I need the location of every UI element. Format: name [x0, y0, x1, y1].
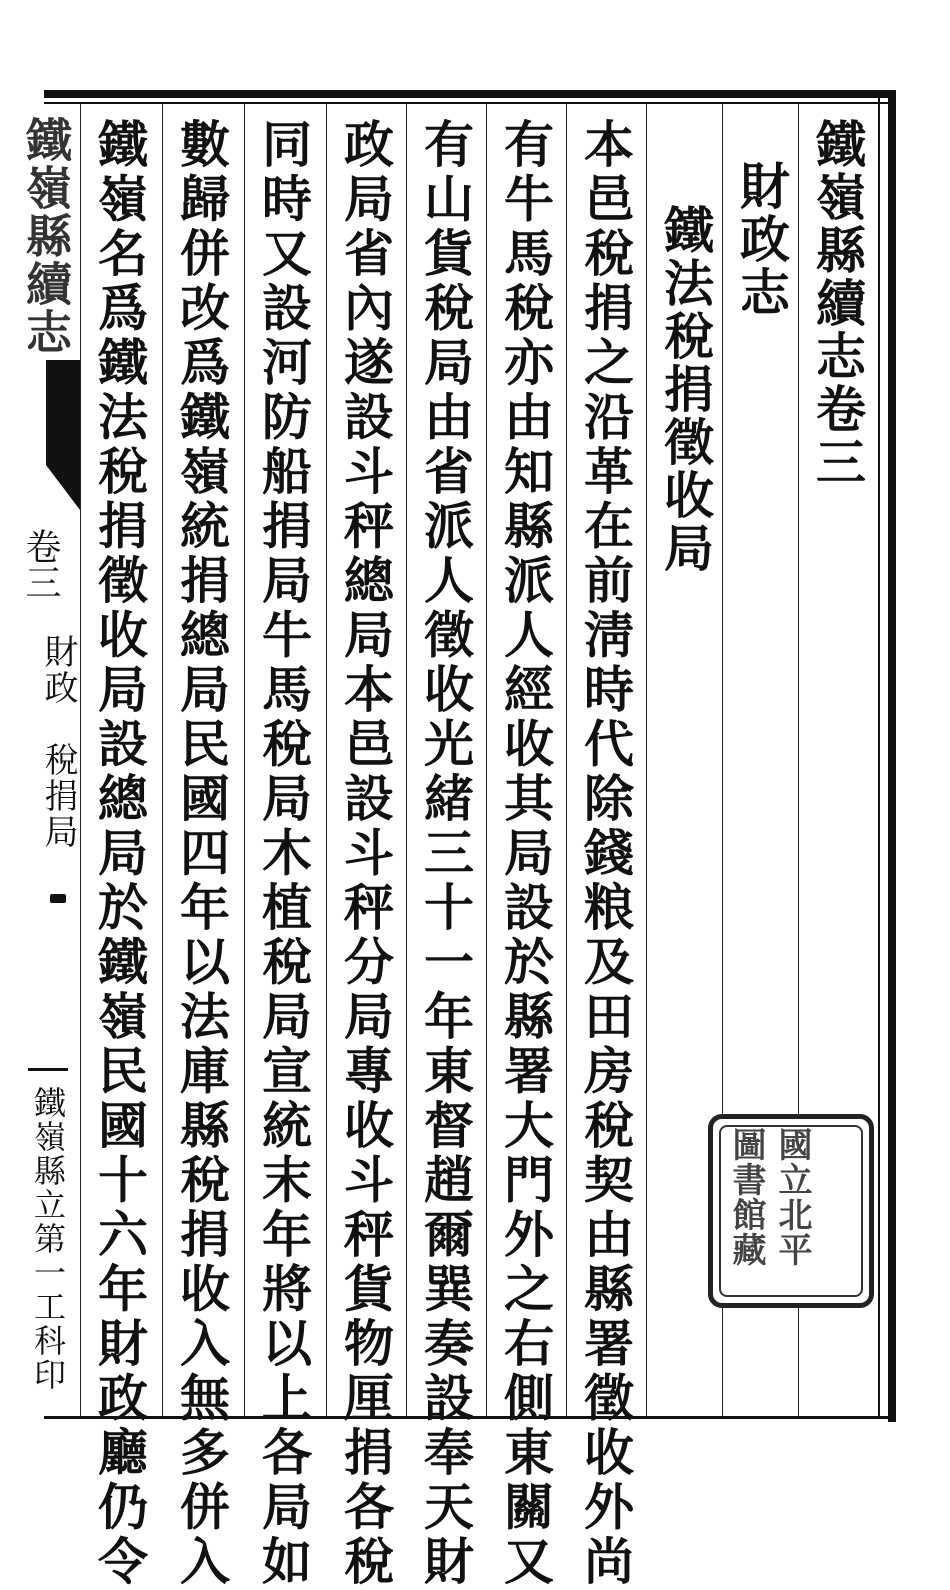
- subsection-heading: 鐵法稅捐徵收局: [656, 204, 715, 575]
- column-divider: [486, 104, 487, 1416]
- section-heading: 財政志: [732, 160, 791, 319]
- top-border-thin: [44, 102, 892, 104]
- fishtail-mark-icon: [46, 360, 80, 510]
- column-divider: [80, 104, 81, 1416]
- body-column-7: 鐵嶺名爲鐵法稅捐徵收局設總局於鐵嶺民國十六年財政廳仍令: [90, 118, 149, 1590]
- seal-text: 國立北平圖書館藏: [726, 1127, 812, 1267]
- column-divider: [162, 104, 163, 1416]
- body-column-5: 同時又設河防船捐局牛馬稅局木植稅局宣統末年將以上各局如: [254, 118, 313, 1590]
- folio-margin: [6, 104, 80, 1416]
- margin-printer: 鐵嶺縣立第一工科印: [29, 1086, 67, 1392]
- column-divider: [646, 104, 647, 1416]
- right-border-thick: [888, 94, 896, 1422]
- column-divider: [326, 104, 327, 1416]
- folio-dot-icon: [50, 894, 66, 903]
- margin-separator: [28, 1068, 68, 1071]
- right-border-thin: [878, 96, 880, 1418]
- margin-section: 財政 稅捐局: [38, 634, 78, 850]
- margin-book-title: 鐵嶺縣續志: [19, 116, 73, 356]
- column-divider: [406, 104, 407, 1416]
- body-column-6: 數歸併改爲鐵嶺統捐總局民國四年以法庫縣稅捐收入無多併入: [172, 118, 231, 1590]
- top-border-thick: [44, 90, 896, 98]
- library-seal: [708, 1114, 874, 1308]
- margin-juan: 卷三: [20, 528, 61, 600]
- column-divider: [566, 104, 567, 1416]
- body-column-3: 有山貨稅局由省派人徵收光緒三十一年東督趙爾巽奏設奉天財: [416, 118, 475, 1590]
- body-column-1: 本邑稅捐之沿革在前淸時代除錢粮及田房稅契由縣署徵收外尚: [576, 118, 635, 1590]
- page-title: 鐵嶺縣續志卷三: [808, 118, 867, 489]
- body-column-4: 政局省內遂設斗秤總局本邑設斗秤分局專收斗秤貨物厘捐各稅: [336, 118, 395, 1590]
- body-column-2: 有牛馬稅亦由知縣派人經收其局設於縣署大門外之右側東關又: [496, 118, 555, 1590]
- column-divider: [244, 104, 245, 1416]
